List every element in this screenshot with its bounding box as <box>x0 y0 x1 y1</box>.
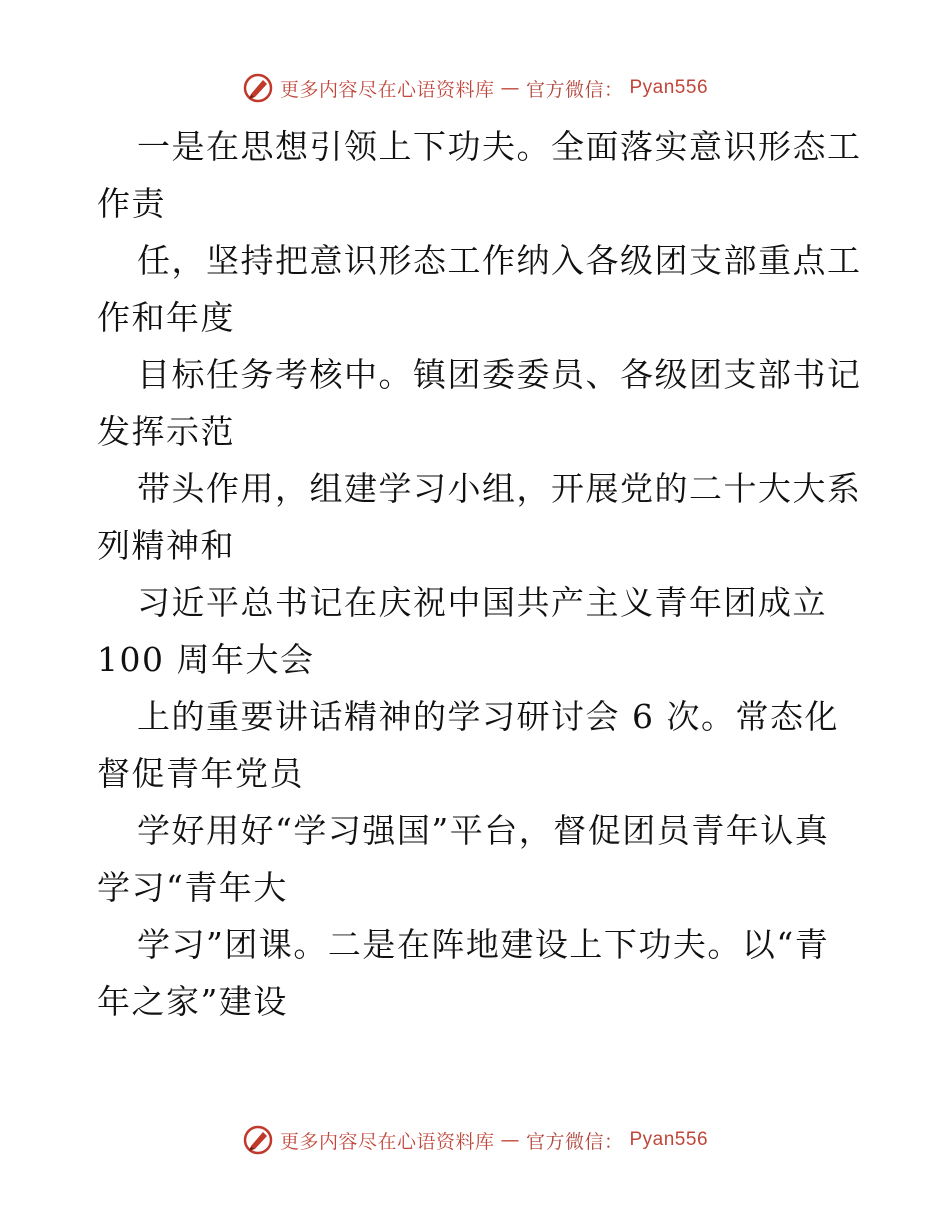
watermark-id: Pyan556 <box>629 1129 709 1150</box>
watermark-id: Pyan556 <box>629 77 709 98</box>
text-line: 习近平总书记在庆祝中国共产主义青年团成立 <box>137 583 827 622</box>
watermark-dash: — <box>500 77 520 99</box>
watermark-site: 更多内容尽在心语资料库 <box>279 78 495 101</box>
header-watermark <box>0 72 950 104</box>
pen-logo-icon <box>242 1124 274 1156</box>
watermark-site: 更多内容尽在心语资料库 <box>279 1130 495 1153</box>
text-line: 100 周年大会 <box>97 640 315 679</box>
text-line: 上的重要讲话精神的学习研讨会 6 次。常态化 <box>137 697 839 736</box>
text-line: 学习“青年大 <box>97 868 288 907</box>
text-line: 目标任务考核中。镇团委委员、各级团支部书记 <box>137 355 862 394</box>
text-line: 带头作用，组建学习小组，开展党的二十大大系 <box>137 469 862 508</box>
watermark-label: 官方微信： <box>525 78 624 101</box>
text-line: 学好用好“学习强国”平台，督促团员青年认真 <box>137 811 830 850</box>
text-line: 作和年度 <box>97 298 235 337</box>
text-line: 学习”团课。二是在阵地建设上下功夫。以“青 <box>137 925 830 964</box>
text-line: 一是在思想引领上下功夫。全面落实意识形态工 <box>137 127 862 166</box>
text-line: 督促青年党员 <box>97 754 304 793</box>
watermark-label: 官方微信： <box>525 1130 624 1153</box>
text-line: 列精神和 <box>97 526 235 565</box>
text-line: 作责 <box>97 184 166 223</box>
text-line: 发挥示范 <box>97 412 235 451</box>
pen-logo-icon <box>242 72 274 104</box>
footer-watermark <box>0 1124 950 1156</box>
watermark-dash: — <box>500 1129 520 1151</box>
document-body <box>97 118 867 1030</box>
text-line: 任，坚持把意识形态工作纳入各级团支部重点工 <box>137 241 862 280</box>
text-line: 年之家”建设 <box>97 982 288 1021</box>
